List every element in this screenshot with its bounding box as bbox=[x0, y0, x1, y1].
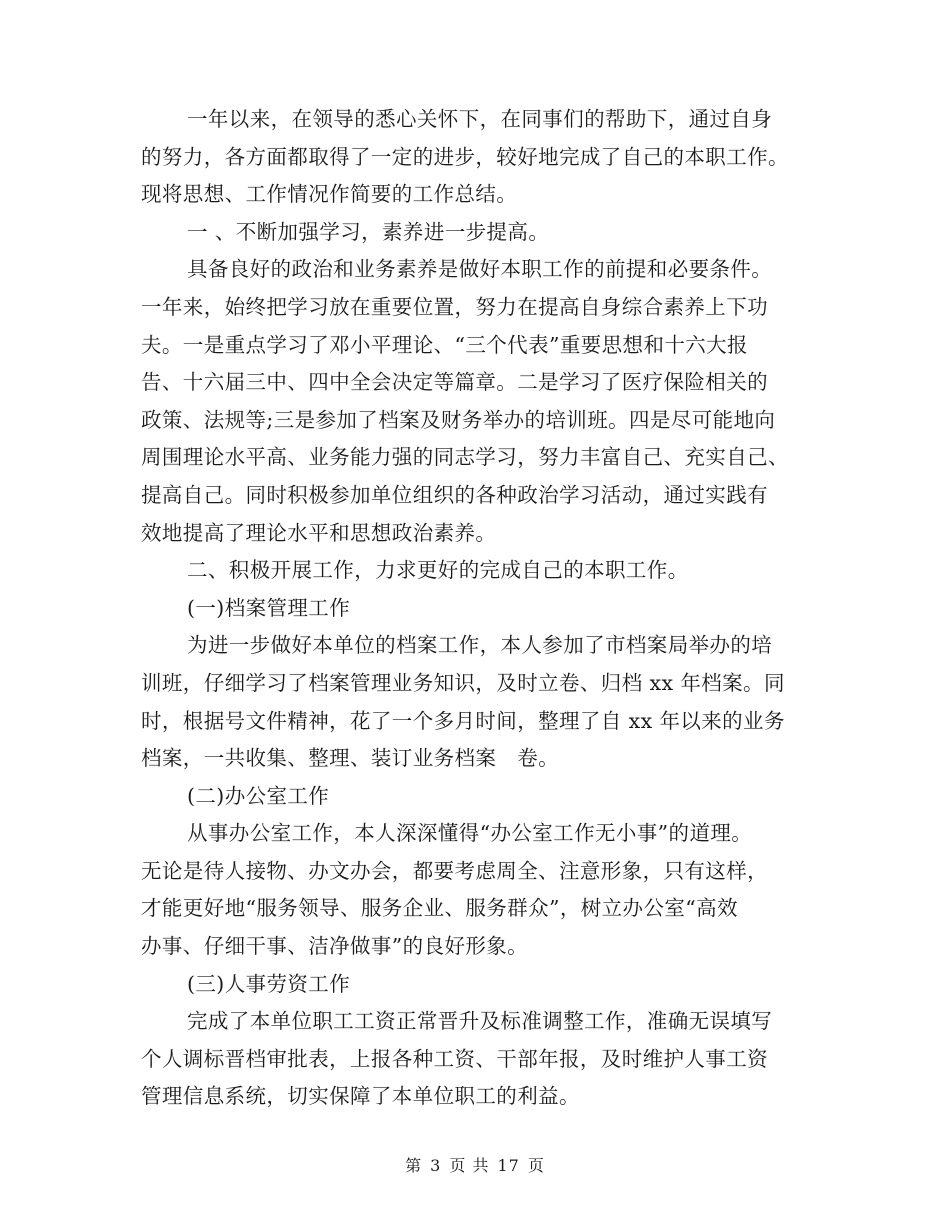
document-body bbox=[141, 101, 821, 1116]
text-line: 办事、仔细干事、洁净做事”的良好形象。 bbox=[141, 934, 529, 959]
text-line: (三)人事劳资工作 bbox=[187, 971, 351, 996]
footer-page-number: 3 bbox=[430, 1156, 442, 1175]
text-line: 的努力，各方面都取得了一定的进步，较好地完成了自己的本职工作。 bbox=[141, 144, 789, 169]
text-line: (二)办公室工作 bbox=[187, 783, 330, 808]
footer-total-pages: 17 bbox=[497, 1156, 520, 1175]
text-line: 完成了本单位职工工资正常晋升及标准调整工作，准确无误填写 bbox=[187, 1009, 773, 1034]
footer-suffix: 页 bbox=[527, 1156, 545, 1175]
text-line: 为进一步做好本单位的档案工作，本人参加了市档案局举办的培 bbox=[187, 633, 773, 658]
text-line: (一)档案管理工作 bbox=[187, 595, 351, 620]
text-line: 二、积极开展工作，力求更好的完成自己的本职工作。 bbox=[187, 558, 689, 583]
text-line: 训班，仔细学习了档案管理业务知识，及时立卷、归档 xx 年档案。同 bbox=[141, 670, 785, 695]
text-line: 具备良好的政治和业务素养是做好本职工作的前提和必要条件。 bbox=[187, 257, 773, 282]
text-line: 告、十六届三中、四中全会决定等篇章。二是学习了医疗保险相关的 bbox=[141, 370, 768, 395]
text-line: 无论是待人接物、办文办会，都要考虑周全、注意形象，只有这样， bbox=[141, 858, 768, 883]
footer-middle: 页 共 bbox=[449, 1156, 490, 1175]
page-footer bbox=[0, 1153, 950, 1176]
text-line: 一 、不断加强学习，素养进一步提高。 bbox=[187, 219, 550, 244]
text-line: 政策、法规等;三是参加了档案及财务举办的培训班。四是尽可能地向 bbox=[141, 407, 776, 432]
text-line: 管理信息系统，切实保障了本单位职工的利益。 bbox=[141, 1084, 580, 1109]
text-line: 效地提高了理论水平和思想政治素养。 bbox=[141, 520, 497, 545]
text-line: 现将思想、工作情况作简要的工作总结。 bbox=[141, 182, 518, 207]
text-line: 提高自己。同时积极参加单位组织的各种政治学习活动，通过实践有 bbox=[141, 482, 768, 507]
text-line: 周围理论水平高、业务能力强的同志学习，努力丰富自己、充实自己、 bbox=[141, 445, 789, 470]
text-line: 从事办公室工作，本人深深懂得“办公室工作无小事”的道理。 bbox=[187, 821, 753, 846]
footer-prefix: 第 bbox=[405, 1156, 423, 1175]
text-line: 夫。一是重点学习了邓小平理论、“三个代表”重要思想和十六大报 bbox=[141, 332, 748, 357]
text-line: 个人调标晋档审批表，上报各种工资、干部年报，及时维护人事工资 bbox=[141, 1046, 768, 1071]
text-line: 档案，一共收集、整理、装订业务档案 卷。 bbox=[141, 746, 559, 771]
text-line: 时，根据号文件精神，花了一个多月时间，整理了自 xx 年以来的业务 bbox=[141, 708, 785, 733]
text-line: 一年来，始终把学习放在重要位置，努力在提高自身综合素养上下功 bbox=[141, 294, 768, 319]
text-line: 才能更好地“服务领导、服务企业、服务群众”，树立办公室“高效 bbox=[141, 896, 738, 921]
text-line: 一年以来，在领导的悉心关怀下，在同事们的帮助下，通过自身 bbox=[187, 107, 773, 131]
